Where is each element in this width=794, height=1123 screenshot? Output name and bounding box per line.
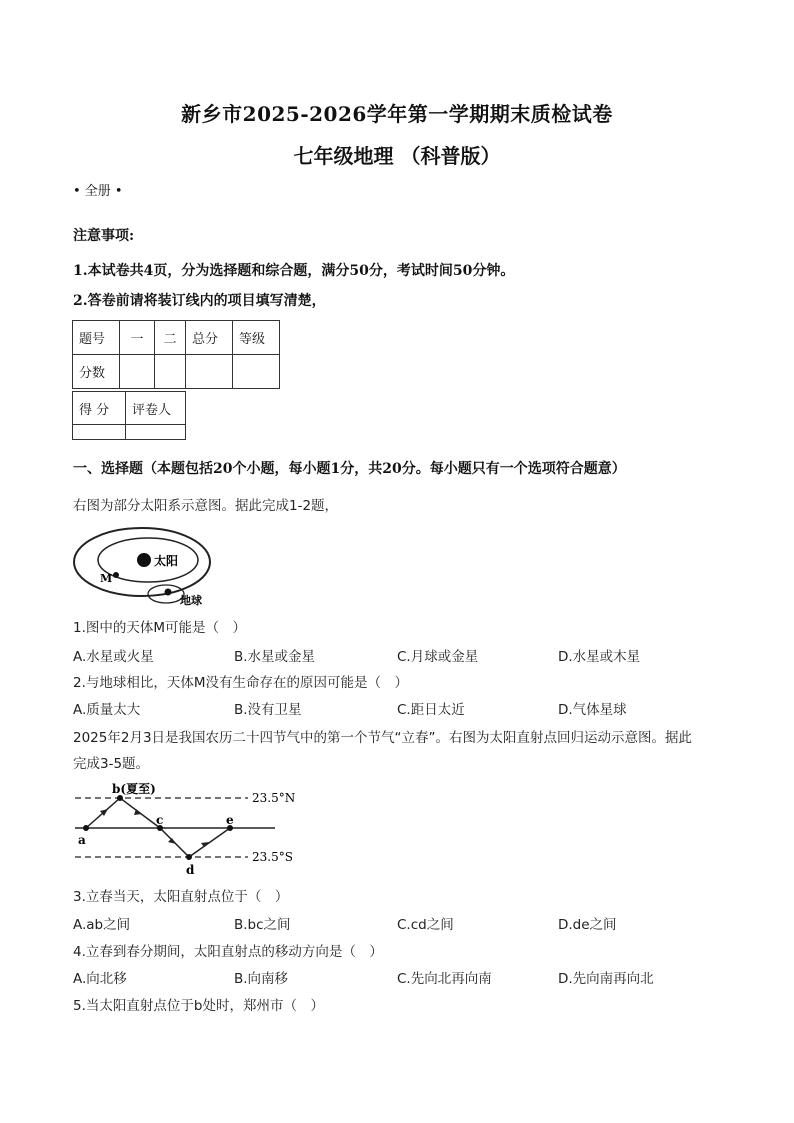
- sun-icon: [137, 553, 151, 567]
- score-input-cell[interactable]: [155, 355, 186, 389]
- exam-scope: • 全册 •: [73, 184, 123, 199]
- point-c-label: c: [156, 813, 164, 827]
- score-header-cell: 题号: [73, 321, 120, 355]
- section-heading: 一、选择题（本题包括20个小题，每小题1分，共20分。每小题只有一个选项符合题意）: [73, 461, 626, 477]
- grader-header-cell: 评卷人: [126, 392, 186, 425]
- question-4-stem: 4.立春到春分期间，太阳直射点的移动方向是（ ）: [73, 944, 383, 960]
- question-2-stem: 2.与地球相比，天体M没有生命存在的原因可能是（ ）: [73, 675, 409, 691]
- point-d: [186, 854, 192, 860]
- score-header-cell: 二: [155, 321, 186, 355]
- score-table-value-row: [73, 355, 280, 389]
- question-4-option-d[interactable]: D.先向南再向北: [558, 971, 654, 987]
- question-1-option-b[interactable]: B.水星或金星: [234, 649, 316, 665]
- point-a: [83, 825, 89, 831]
- question-5-stem: 5.当太阳直射点位于b处时，郑州市（ ）: [73, 998, 324, 1014]
- question-3-option-d[interactable]: D.de之间: [558, 917, 617, 933]
- point-a-label: a: [78, 833, 86, 847]
- exam-title: 新乡市2025-2026学年第一学期期末质检试卷: [181, 102, 613, 126]
- grader-header-row: [73, 392, 186, 425]
- question-1-option-a[interactable]: A.水星或火星: [73, 649, 154, 665]
- tropic-of-capricorn-label: 23.5°S: [252, 850, 293, 864]
- question-2-option-c[interactable]: C.距日太近: [397, 702, 465, 718]
- planet-m-label: M: [100, 572, 113, 585]
- question-1-option-c[interactable]: C.月球或金星: [397, 649, 479, 665]
- question-3-option-a[interactable]: A.ab之间: [73, 917, 131, 933]
- question-3-stem: 3.立春当天，太阳直射点位于（ ）: [73, 889, 289, 905]
- score-input-cell[interactable]: [120, 355, 155, 389]
- arrow-cd-icon: [168, 838, 176, 844]
- score-header-cell: 总分: [186, 321, 233, 355]
- question-4-option-a[interactable]: A.向北移: [73, 971, 127, 987]
- question-2-option-a[interactable]: A.质量太大: [73, 702, 141, 718]
- grader-table: [72, 391, 186, 440]
- grader-value-row: [73, 425, 186, 440]
- point-e-label: e: [226, 813, 234, 827]
- grader-input-cell[interactable]: [73, 425, 126, 440]
- planet-m-icon: [113, 572, 119, 578]
- intro-2-line-1: 2025年2月3日是我国农历二十四节气中的第一个节气“立春”。右图为太阳直射点回归运动示意图。据此: [73, 730, 693, 746]
- solar-system-figure: [70, 522, 220, 612]
- exam-subtitle: 七年级地理 （科普版）: [293, 144, 501, 168]
- question-3-option-c[interactable]: C.cd之间: [397, 917, 454, 933]
- question-4-option-c[interactable]: C.先向北再向南: [397, 971, 492, 987]
- score-input-cell[interactable]: [233, 355, 280, 389]
- score-header-cell: 等级: [233, 321, 280, 355]
- note-item-2: 2.答卷前请将装订线内的项目填写清楚，: [73, 293, 326, 309]
- question-1-option-d[interactable]: D.水星或木星: [558, 649, 641, 665]
- question-2-option-d[interactable]: D.气体星球: [558, 702, 627, 718]
- question-1-stem: 1.图中的天体M可能是（ ）: [73, 620, 247, 636]
- grader-header-cell: 得 分: [73, 392, 126, 425]
- point-b-label: b(夏至): [112, 782, 156, 796]
- question-2-option-b[interactable]: B.没有卫星: [234, 702, 302, 718]
- score-table-header-row: [73, 321, 280, 355]
- intro-1: 右图为部分太阳系示意图。据此完成1-2题，: [73, 498, 339, 514]
- earth-icon: [165, 589, 172, 596]
- score-header-cell: 一: [120, 321, 155, 355]
- tropic-of-cancer-label: 23.5°N: [252, 791, 296, 805]
- score-input-cell[interactable]: [186, 355, 233, 389]
- question-4-option-b[interactable]: B.向南移: [234, 971, 289, 987]
- grader-input-cell[interactable]: [126, 425, 186, 440]
- sun-label: 太阳: [154, 554, 179, 568]
- note-item-1: 1.本试卷共4页，分为选择题和综合题，满分50分，考试时间50分钟。: [73, 263, 515, 279]
- score-row-label: 分数: [73, 355, 120, 389]
- earth-label: 地球: [180, 594, 202, 607]
- point-d-label: d: [186, 863, 195, 877]
- notes-heading: 注意事项:: [73, 228, 135, 244]
- intro-2-line-2: 完成3-5题。: [73, 756, 150, 772]
- score-table: [72, 320, 280, 389]
- subsolar-point-figure: [70, 780, 310, 880]
- question-3-option-b[interactable]: B.bc之间: [234, 917, 291, 933]
